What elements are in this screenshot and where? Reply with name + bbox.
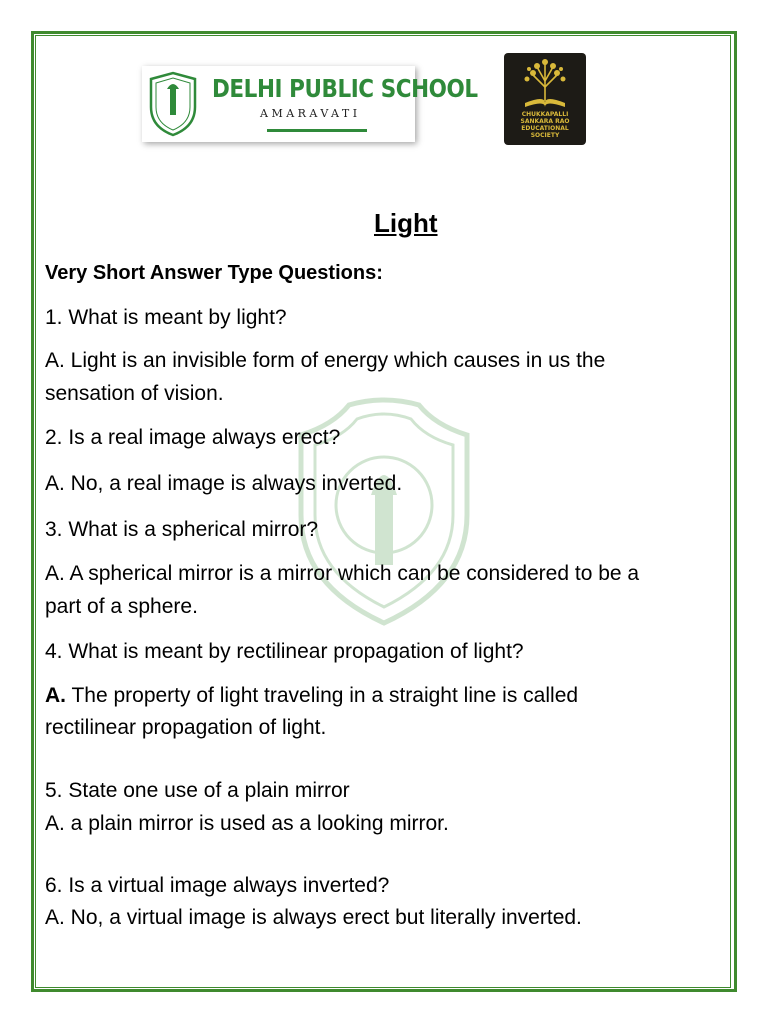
question-2: 2. Is a real image always erect?: [45, 426, 341, 449]
society-line-1: CHUKKAPALLI: [521, 111, 569, 118]
answer-1-line-2: sensation of vision.: [45, 382, 224, 405]
answer-3-line-1: A. A spherical mirror is a mirror which can be considered to be a: [45, 562, 640, 585]
school-logo: [142, 66, 478, 142]
question-5: 5. State one use of a plain mirror: [45, 779, 350, 802]
answer-4-line-1: [45, 683, 578, 709]
school-crest-icon: [147, 71, 199, 137]
school-city: AMARAVATI: [260, 107, 361, 120]
section-heading: Very Short Answer Type Questions:: [45, 262, 383, 284]
question-3: 3. What is a spherical mirror?: [45, 518, 319, 541]
society-name: [504, 111, 586, 139]
answer-5-line-1: A. a plain mirror is used as a looking mirror.: [45, 812, 449, 835]
answer-4-line-2: rectilinear propagation of light.: [45, 716, 327, 739]
answer-4-text: The property of light traveling in a straight line is called: [66, 684, 579, 707]
logo-underline: [267, 129, 367, 132]
society-line-2: SANKARA RAO: [520, 118, 570, 125]
answer-6-line-1: A. No, a virtual image is always erect but literally inverted.: [45, 906, 582, 929]
answer-4-prefix: A.: [45, 684, 66, 707]
tree-book-icon: [515, 57, 575, 111]
answer-1-line-1: A. Light is an invisible form of energy which causes in us the: [45, 349, 606, 372]
answer-3-line-2: part of a sphere.: [45, 595, 198, 618]
page-title: Light: [374, 208, 438, 238]
question-1: 1. What is meant by light?: [45, 306, 287, 329]
society-logo: [504, 53, 586, 145]
question-6: 6. Is a virtual image always inverted?: [45, 874, 390, 897]
society-line-3: EDUCATIONAL: [521, 125, 569, 132]
question-4: 4. What is meant by rectilinear propagation of light?: [45, 640, 524, 663]
school-name: DELHI PUBLIC SCHOOL: [212, 74, 478, 103]
society-line-4: SOCIETY: [530, 132, 560, 139]
answer-2-line-1: A. No, a real image is always inverted.: [45, 472, 403, 495]
